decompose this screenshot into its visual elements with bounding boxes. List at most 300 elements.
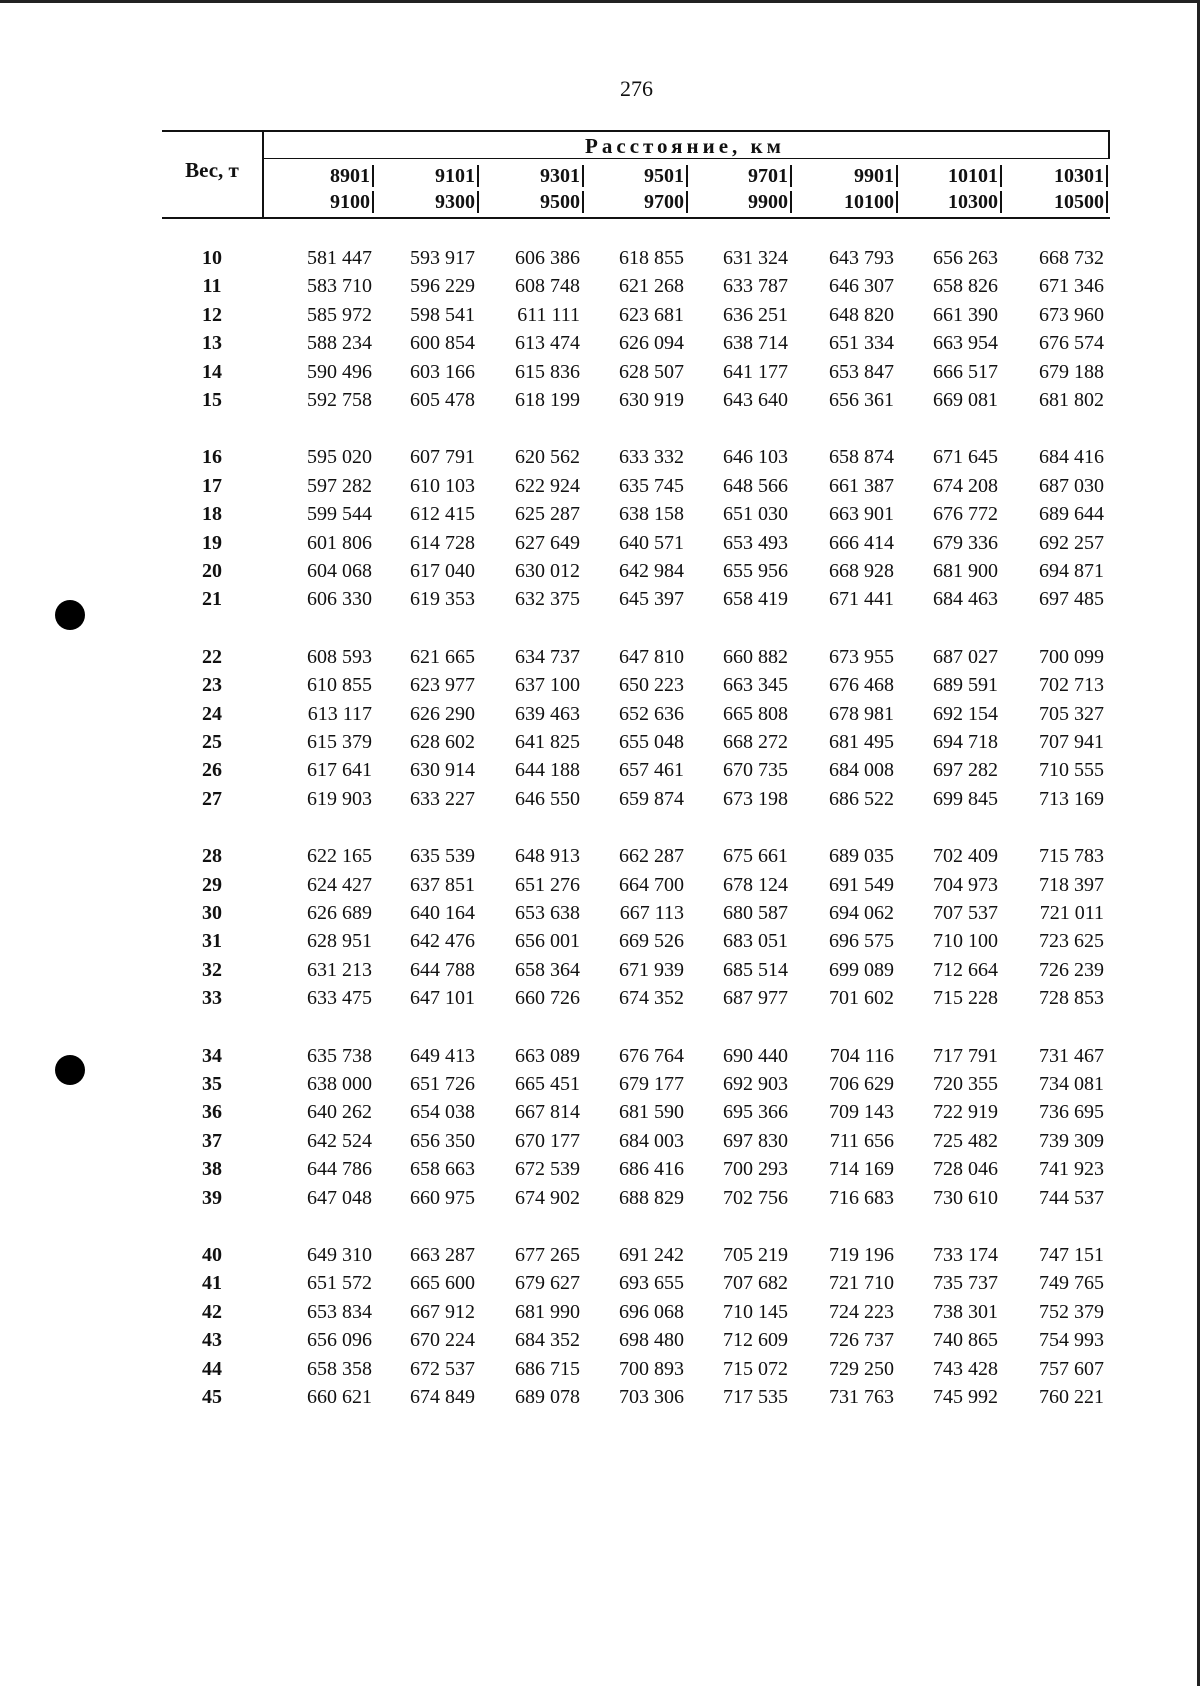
table-row (0, 984, 1200, 1012)
value-cell: 650 223 (619, 674, 684, 696)
table-row (0, 728, 1200, 756)
weight-cell: 39 (202, 1187, 222, 1209)
value-cell: 693 655 (619, 1272, 684, 1294)
value-cell: 671 645 (933, 446, 998, 468)
value-cell: 608 593 (307, 646, 372, 668)
value-cell: 656 350 (410, 1130, 475, 1152)
value-cell: 724 223 (829, 1301, 894, 1323)
value-cell: 588 234 (307, 332, 372, 354)
value-cell: 683 051 (723, 930, 788, 952)
value-cell: 622 924 (515, 475, 580, 497)
weight-cell: 32 (202, 959, 222, 981)
table-row (0, 329, 1200, 357)
table-row (0, 756, 1200, 784)
value-cell: 726 737 (829, 1329, 894, 1351)
value-cell: 703 306 (619, 1386, 684, 1408)
value-cell: 711 656 (829, 1130, 894, 1152)
value-cell: 648 913 (515, 845, 580, 867)
value-cell: 677 265 (515, 1244, 580, 1266)
value-cell: 680 587 (723, 902, 788, 924)
value-cell: 684 008 (829, 759, 894, 781)
weight-cell: 24 (202, 703, 222, 725)
value-cell: 684 352 (515, 1329, 580, 1351)
value-cell: 670 735 (723, 759, 788, 781)
value-cell: 689 644 (1039, 503, 1104, 525)
value-cell: 730 610 (933, 1187, 998, 1209)
range-from: 10101 (948, 165, 1002, 187)
value-cell: 585 972 (307, 304, 372, 326)
value-cell: 613 117 (307, 703, 372, 725)
weight-label: Вес, т (185, 158, 239, 182)
value-cell: 644 786 (307, 1158, 372, 1180)
value-cell: 656 096 (307, 1329, 372, 1351)
weight-cell: 33 (202, 987, 222, 1009)
weight-cell: 44 (202, 1358, 222, 1380)
value-cell: 697 282 (933, 759, 998, 781)
value-cell: 705 219 (723, 1244, 788, 1266)
value-cell: 715 072 (723, 1358, 788, 1380)
value-cell: 598 541 (410, 304, 475, 326)
value-cell: 731 467 (1039, 1045, 1104, 1067)
table-row (0, 1098, 1200, 1126)
value-cell: 707 941 (1039, 731, 1104, 753)
value-cell: 646 103 (723, 446, 788, 468)
value-cell: 667 113 (619, 902, 684, 924)
value-cell: 720 355 (933, 1073, 998, 1095)
value-cell: 676 764 (619, 1045, 684, 1067)
value-cell: 681 495 (829, 731, 894, 753)
table-row (0, 700, 1200, 728)
range-header (692, 161, 792, 217)
value-cell: 640 262 (307, 1101, 372, 1123)
range-header (274, 161, 374, 217)
value-cell: 690 440 (723, 1045, 788, 1067)
value-cell: 606 386 (515, 247, 580, 269)
value-cell: 603 166 (410, 361, 475, 383)
value-cell: 644 188 (515, 759, 580, 781)
weight-cell: 13 (202, 332, 222, 354)
value-cell: 663 345 (723, 674, 788, 696)
value-cell: 710 555 (1039, 759, 1104, 781)
value-cell: 651 572 (307, 1272, 372, 1294)
table-row (0, 1355, 1200, 1383)
weight-cell: 41 (202, 1272, 222, 1294)
value-cell: 658 358 (307, 1358, 372, 1380)
table-row (0, 386, 1200, 414)
range-from: 9701 (748, 165, 792, 187)
table-header (162, 130, 1110, 219)
weight-cell: 42 (202, 1301, 222, 1323)
value-cell: 663 954 (933, 332, 998, 354)
value-cell: 704 973 (933, 874, 998, 896)
weight-cell: 17 (202, 475, 222, 497)
value-cell: 728 046 (933, 1158, 998, 1180)
value-cell: 653 847 (829, 361, 894, 383)
value-cell: 624 427 (307, 874, 372, 896)
value-cell: 652 636 (619, 703, 684, 725)
range-to: 10500 (1054, 191, 1108, 213)
value-cell: 663 089 (515, 1045, 580, 1067)
value-cell: 674 208 (933, 475, 998, 497)
value-cell: 600 854 (410, 332, 475, 354)
value-cell: 760 221 (1039, 1386, 1104, 1408)
value-cell: 713 169 (1039, 788, 1104, 810)
value-cell: 631 324 (723, 247, 788, 269)
value-cell: 623 681 (619, 304, 684, 326)
range-from: 9901 (854, 165, 898, 187)
value-cell: 626 094 (619, 332, 684, 354)
value-cell: 699 845 (933, 788, 998, 810)
value-cell: 696 068 (619, 1301, 684, 1323)
value-cell: 733 174 (933, 1244, 998, 1266)
table-row (0, 301, 1200, 329)
value-cell: 743 428 (933, 1358, 998, 1380)
weight-cell: 16 (202, 446, 222, 468)
value-cell: 623 977 (410, 674, 475, 696)
range-header (379, 161, 479, 217)
value-cell: 661 390 (933, 304, 998, 326)
value-cell: 717 535 (723, 1386, 788, 1408)
value-cell: 702 756 (723, 1187, 788, 1209)
value-cell: 757 607 (1039, 1358, 1104, 1380)
value-cell: 630 914 (410, 759, 475, 781)
page-number: 276 (620, 76, 653, 101)
value-cell: 639 463 (515, 703, 580, 725)
value-cell: 651 334 (829, 332, 894, 354)
value-cell: 595 020 (307, 446, 372, 468)
value-cell: 736 695 (1039, 1101, 1104, 1123)
value-cell: 627 649 (515, 532, 580, 554)
table-row (0, 871, 1200, 899)
range-header (798, 161, 898, 217)
value-cell: 695 366 (723, 1101, 788, 1123)
value-cell: 659 874 (619, 788, 684, 810)
range-to: 9100 (330, 191, 374, 213)
value-cell: 719 196 (829, 1244, 894, 1266)
weight-cell: 38 (202, 1158, 222, 1180)
range-to: 10300 (948, 191, 1002, 213)
value-cell: 615 379 (307, 731, 372, 753)
value-cell: 704 116 (829, 1045, 894, 1067)
table-row (0, 443, 1200, 471)
value-cell: 725 482 (933, 1130, 998, 1152)
value-cell: 613 474 (515, 332, 580, 354)
value-cell: 621 268 (619, 275, 684, 297)
value-cell: 638 000 (307, 1073, 372, 1095)
value-cell: 747 151 (1039, 1244, 1104, 1266)
value-cell: 663 287 (410, 1244, 475, 1266)
table-row (0, 1042, 1200, 1070)
weight-cell: 20 (202, 560, 222, 582)
value-cell: 665 600 (410, 1272, 475, 1294)
table-row (0, 1241, 1200, 1269)
value-cell: 712 609 (723, 1329, 788, 1351)
value-cell: 710 100 (933, 930, 998, 952)
value-cell: 618 855 (619, 247, 684, 269)
value-cell: 697 485 (1039, 588, 1104, 610)
range-from: 9501 (644, 165, 688, 187)
value-cell: 715 228 (933, 987, 998, 1009)
value-cell: 706 629 (829, 1073, 894, 1095)
value-cell: 611 111 (517, 304, 580, 326)
value-cell: 679 627 (515, 1272, 580, 1294)
value-cell: 685 514 (723, 959, 788, 981)
value-cell: 679 188 (1039, 361, 1104, 383)
value-cell: 686 416 (619, 1158, 684, 1180)
value-cell: 658 826 (933, 275, 998, 297)
value-cell: 671 346 (1039, 275, 1104, 297)
value-cell: 635 745 (619, 475, 684, 497)
table-row (0, 1184, 1200, 1212)
value-cell: 673 955 (829, 646, 894, 668)
value-cell: 661 387 (829, 475, 894, 497)
value-cell: 723 625 (1039, 930, 1104, 952)
value-cell: 658 874 (829, 446, 894, 468)
range-from: 9101 (435, 165, 479, 187)
value-cell: 731 763 (829, 1386, 894, 1408)
table-row (0, 585, 1200, 613)
value-cell: 722 919 (933, 1101, 998, 1123)
weight-cell: 45 (202, 1386, 222, 1408)
table-row (0, 643, 1200, 671)
value-cell: 668 272 (723, 731, 788, 753)
table-row (0, 272, 1200, 300)
value-cell: 642 524 (307, 1130, 372, 1152)
value-cell: 651 726 (410, 1073, 475, 1095)
value-cell: 689 078 (515, 1386, 580, 1408)
value-cell: 620 562 (515, 446, 580, 468)
table-row (0, 1298, 1200, 1326)
value-cell: 666 414 (829, 532, 894, 554)
weight-cell: 15 (202, 389, 222, 411)
value-cell: 686 522 (829, 788, 894, 810)
value-cell: 694 062 (829, 902, 894, 924)
range-header (484, 161, 584, 217)
weight-cell: 25 (202, 731, 222, 753)
value-cell: 712 664 (933, 959, 998, 981)
value-cell: 638 158 (619, 503, 684, 525)
weight-cell: 22 (202, 646, 222, 668)
value-cell: 654 038 (410, 1101, 475, 1123)
value-cell: 673 960 (1039, 304, 1104, 326)
value-cell: 752 379 (1039, 1301, 1104, 1323)
value-cell: 608 748 (515, 275, 580, 297)
range-from: 8901 (330, 165, 374, 187)
weight-cell: 10 (202, 247, 222, 269)
value-cell: 658 663 (410, 1158, 475, 1180)
value-cell: 653 834 (307, 1301, 372, 1323)
value-cell: 744 537 (1039, 1187, 1104, 1209)
value-cell: 647 810 (619, 646, 684, 668)
value-cell: 658 419 (723, 588, 788, 610)
value-cell: 617 641 (307, 759, 372, 781)
value-cell: 651 276 (515, 874, 580, 896)
value-cell: 702 409 (933, 845, 998, 867)
table-row (0, 785, 1200, 813)
weight-cell: 30 (202, 902, 222, 924)
value-cell: 592 758 (307, 389, 372, 411)
value-cell: 745 992 (933, 1386, 998, 1408)
range-to: 9700 (644, 191, 688, 213)
distance-label: Расстояние, км (585, 134, 785, 158)
value-cell: 665 808 (723, 703, 788, 725)
value-cell: 678 124 (723, 874, 788, 896)
value-cell: 692 154 (933, 703, 998, 725)
table-row (0, 1269, 1200, 1297)
value-cell: 648 820 (829, 304, 894, 326)
value-cell: 664 700 (619, 874, 684, 896)
value-cell: 656 263 (933, 247, 998, 269)
value-cell: 705 327 (1039, 703, 1104, 725)
value-cell: 710 145 (723, 1301, 788, 1323)
value-cell: 699 089 (829, 959, 894, 981)
value-cell: 681 900 (933, 560, 998, 582)
value-cell: 604 068 (307, 560, 372, 582)
table-row (0, 1070, 1200, 1098)
value-cell: 691 549 (829, 874, 894, 896)
value-cell: 583 710 (307, 275, 372, 297)
value-cell: 640 571 (619, 532, 684, 554)
value-cell: 672 539 (515, 1158, 580, 1180)
value-cell: 660 621 (307, 1386, 372, 1408)
table-row (0, 1127, 1200, 1155)
value-cell: 655 956 (723, 560, 788, 582)
value-cell: 636 251 (723, 304, 788, 326)
value-cell: 687 977 (723, 987, 788, 1009)
weight-cell: 23 (202, 674, 222, 696)
value-cell: 607 791 (410, 446, 475, 468)
value-cell: 681 590 (619, 1101, 684, 1123)
table-row (0, 842, 1200, 870)
value-cell: 641 177 (723, 361, 788, 383)
value-cell: 656 001 (515, 930, 580, 952)
page-frame-top (0, 0, 1200, 3)
value-cell: 657 461 (619, 759, 684, 781)
value-cell: 626 290 (410, 703, 475, 725)
value-cell: 637 851 (410, 874, 475, 896)
value-cell: 630 012 (515, 560, 580, 582)
value-cell: 701 602 (829, 987, 894, 1009)
weight-cell: 18 (202, 503, 222, 525)
weight-cell: 26 (202, 759, 222, 781)
value-cell: 619 903 (307, 788, 372, 810)
range-to: 9500 (540, 191, 584, 213)
value-cell: 697 830 (723, 1130, 788, 1152)
value-cell: 590 496 (307, 361, 372, 383)
value-cell: 694 871 (1039, 560, 1104, 582)
table-row (0, 358, 1200, 386)
value-cell: 700 893 (619, 1358, 684, 1380)
value-cell: 689 035 (829, 845, 894, 867)
value-cell: 687 030 (1039, 475, 1104, 497)
value-cell: 593 917 (410, 247, 475, 269)
value-cell: 641 825 (515, 731, 580, 753)
weight-cell: 36 (202, 1101, 222, 1123)
value-cell: 633 332 (619, 446, 684, 468)
value-cell: 718 397 (1039, 874, 1104, 896)
value-cell: 633 227 (410, 788, 475, 810)
value-cell: 709 143 (829, 1101, 894, 1123)
value-cell: 721 011 (1039, 902, 1104, 924)
value-cell: 610 855 (307, 674, 372, 696)
value-cell: 622 165 (307, 845, 372, 867)
value-cell: 665 451 (515, 1073, 580, 1095)
value-cell: 667 814 (515, 1101, 580, 1123)
value-cell: 614 728 (410, 532, 475, 554)
value-cell: 656 361 (829, 389, 894, 411)
range-to: 9900 (748, 191, 792, 213)
value-cell: 670 177 (515, 1130, 580, 1152)
value-cell: 596 229 (410, 275, 475, 297)
value-cell: 635 539 (410, 845, 475, 867)
value-cell: 615 836 (515, 361, 580, 383)
value-cell: 628 507 (619, 361, 684, 383)
table-row (0, 956, 1200, 984)
value-cell: 716 683 (829, 1187, 894, 1209)
value-cell: 642 476 (410, 930, 475, 952)
weight-cell: 27 (202, 788, 222, 810)
value-cell: 666 517 (933, 361, 998, 383)
table-row (0, 500, 1200, 528)
value-cell: 692 257 (1039, 532, 1104, 554)
value-cell: 667 912 (410, 1301, 475, 1323)
value-cell: 637 100 (515, 674, 580, 696)
weight-cell: 34 (202, 1045, 222, 1067)
value-cell: 669 081 (933, 389, 998, 411)
value-cell: 628 602 (410, 731, 475, 753)
weight-cell: 19 (202, 532, 222, 554)
value-cell: 646 307 (829, 275, 894, 297)
value-cell: 715 783 (1039, 845, 1104, 867)
value-cell: 621 665 (410, 646, 475, 668)
weight-cell: 40 (202, 1244, 222, 1266)
value-cell: 660 726 (515, 987, 580, 1009)
weight-cell: 21 (202, 588, 222, 610)
value-cell: 674 902 (515, 1187, 580, 1209)
value-cell: 633 787 (723, 275, 788, 297)
value-cell: 698 480 (619, 1329, 684, 1351)
value-cell: 638 714 (723, 332, 788, 354)
value-cell: 684 003 (619, 1130, 684, 1152)
value-cell: 651 030 (723, 503, 788, 525)
value-cell: 740 865 (933, 1329, 998, 1351)
value-cell: 663 901 (829, 503, 894, 525)
value-cell: 681 802 (1039, 389, 1104, 411)
value-cell: 628 951 (307, 930, 372, 952)
value-cell: 633 475 (307, 987, 372, 1009)
range-from: 10301 (1054, 165, 1108, 187)
value-cell: 668 928 (829, 560, 894, 582)
value-cell: 612 415 (410, 503, 475, 525)
value-cell: 635 738 (307, 1045, 372, 1067)
weight-cell: 35 (202, 1073, 222, 1095)
value-cell: 670 224 (410, 1329, 475, 1351)
value-cell: 653 638 (515, 902, 580, 924)
range-from: 9301 (540, 165, 584, 187)
weight-cell: 43 (202, 1329, 222, 1351)
value-cell: 679 336 (933, 532, 998, 554)
weight-cell: 12 (202, 304, 222, 326)
weight-column-header (162, 132, 264, 217)
table-row (0, 671, 1200, 699)
table-row (0, 472, 1200, 500)
table-row (0, 1326, 1200, 1354)
value-cell: 634 737 (515, 646, 580, 668)
weight-cell: 31 (202, 930, 222, 952)
value-cell: 649 413 (410, 1045, 475, 1067)
value-cell: 647 048 (307, 1187, 372, 1209)
value-cell: 605 478 (410, 389, 475, 411)
